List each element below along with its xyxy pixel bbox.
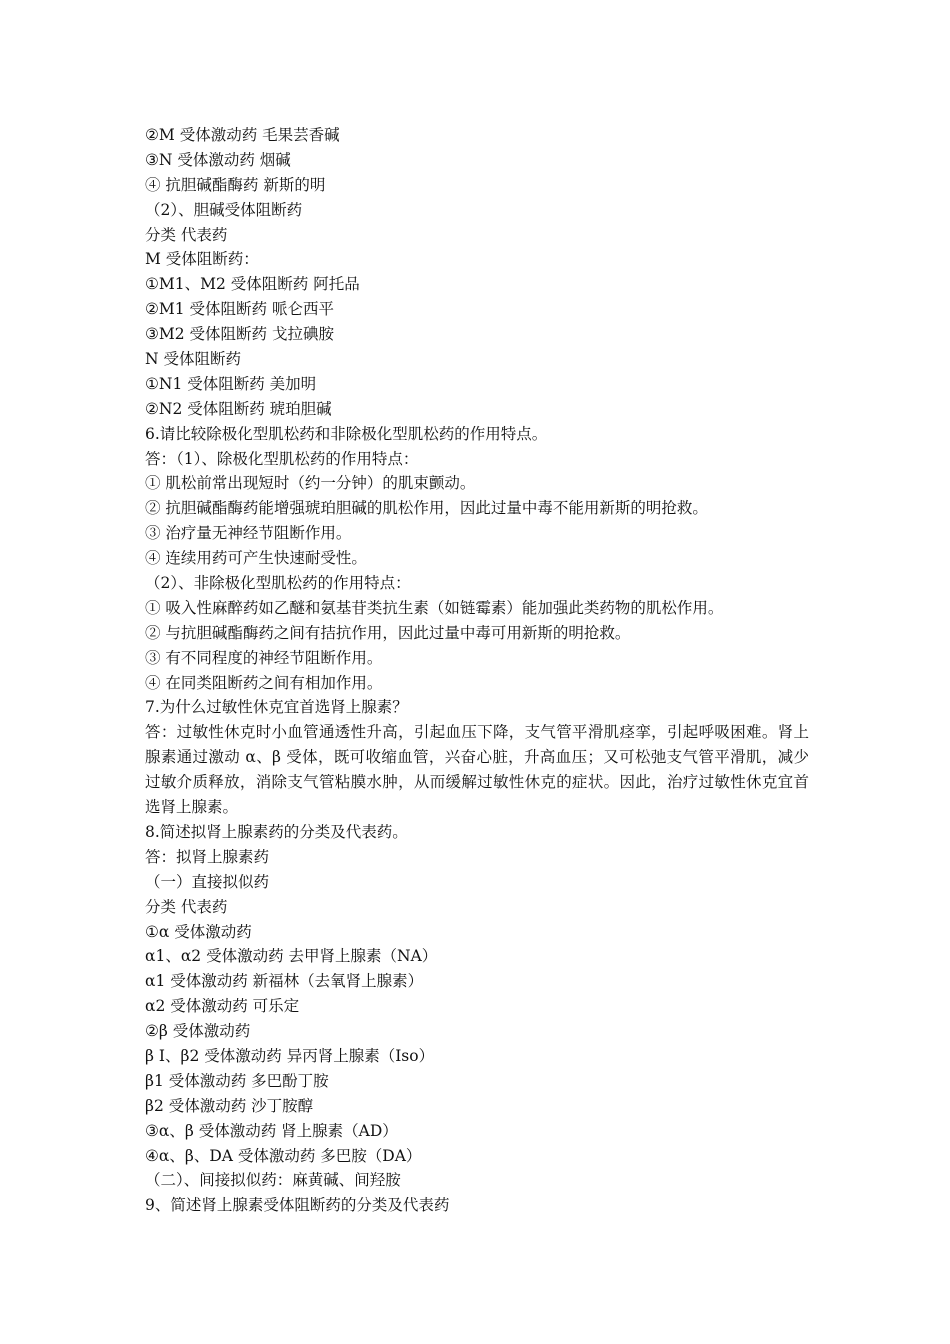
section-heading: （二）、间接拟似药：麻黄碱、间羟胺 <box>145 1171 401 1190</box>
text-line: ①α 受体激动药 <box>145 922 252 941</box>
text-line: β Ⅰ、β2 受体激动药 异丙肾上腺素（Iso） <box>145 1047 435 1066</box>
text-line: ④ 连续用药可产生快速耐受性。 <box>145 549 367 568</box>
text-line: 分类 代表药 <box>145 897 228 916</box>
question-7: 7.为什么过敏性休克宜首选肾上腺素？ <box>145 698 408 717</box>
text-line: ②M1 受体阻断药 哌仑西平 <box>145 300 334 319</box>
text-line: ③ 有不同程度的神经节阻断作用。 <box>145 648 383 667</box>
section-heading: （一）直接拟似药 <box>145 872 270 891</box>
text-line: ③ 治疗量无神经节阻断作用。 <box>145 524 352 543</box>
text-line: ①M1、M2 受体阻断药 阿托品 <box>145 275 360 294</box>
text-block-bottom <box>145 820 809 1218</box>
text-line: α1 受体激动药 新福林（去氧肾上腺素） <box>145 972 424 991</box>
text-line: ④α、β、DA 受体激动药 多巴胺（DA） <box>145 1146 422 1165</box>
text-line: ④ 在同类阻断药之间有相加作用。 <box>145 673 383 692</box>
text-line: β2 受体激动药 沙丁胺醇 <box>145 1096 314 1115</box>
text-line: ③α、β 受体激动药 肾上腺素（AD） <box>145 1121 398 1140</box>
text-line: ③N 受体激动药 烟碱 <box>145 150 291 169</box>
section-heading: （2）、非除极化型肌松药的作用特点： <box>145 574 411 593</box>
text-block-top <box>145 123 809 720</box>
text-line: ②M 受体激动药 毛果芸香碱 <box>145 126 340 144</box>
section-heading: （2）、胆碱受体阻断药 <box>145 200 303 219</box>
text-line: ①N1 受体阻断药 美加明 <box>145 374 317 393</box>
answer-7-paragraph: 答：过敏性休克时小血管通透性升高，引起血压下降，支气管平滑肌痉挛，引起呼吸困难。肾上腺素通过激动 α、β 受体，既可收缩血管，兴奋心脏，升高血压；又可松弛支气管平滑肌，减少过敏介质释放，消除支气管粘膜水肿，从而缓解过敏性休克的症状。因此，治疗过敏性休克宜首选肾上腺素。 <box>145 723 809 817</box>
text-line: ②N2 受体阻断药 琥珀胆碱 <box>145 399 332 418</box>
question-8: 8.简述拟肾上腺素药的分类及代表药。 <box>145 823 408 841</box>
text-line: ③M2 受体阻断药 戈拉碘胺 <box>145 325 334 344</box>
question-6: 6.请比较除极化型肌松药和非除极化型肌松药的作用特点。 <box>145 424 548 443</box>
text-line: 分类 代表药 <box>145 225 228 244</box>
question-9: 9、简述肾上腺素受体阻断药的分类及代表药 <box>145 1196 450 1215</box>
text-line: β1 受体激动药 多巴酚丁胺 <box>145 1071 329 1090</box>
document-page <box>145 123 809 1218</box>
text-line: ① 吸入性麻醉药如乙醚和氨基苷类抗生素（如链霉素）能加强此类药物的肌松作用。 <box>145 598 724 617</box>
text-line: 答：（1）、除极化型肌松药的作用特点： <box>145 449 419 468</box>
text-line: α2 受体激动药 可乐定 <box>145 997 300 1016</box>
text-line: N 受体阻断药 <box>145 350 241 369</box>
text-line: 答：拟肾上腺素药 <box>145 847 270 866</box>
text-line: ① 肌松前常出现短时（约一分钟）的肌束颤动。 <box>145 474 476 493</box>
text-line: α1、α2 受体激动药 去甲肾上腺素（NA） <box>145 947 438 966</box>
text-line: ② 与抗胆碱酯酶药之间有拮抗作用，因此过量中毒可用新斯的明抢救。 <box>145 623 631 642</box>
text-line: M 受体阻断药： <box>145 250 259 269</box>
text-line: ② 抗胆碱酯酶药能增强琥珀胆碱的肌松作用，因此过量中毒不能用新斯的明抢救。 <box>145 499 708 518</box>
text-line: ②β 受体激动药 <box>145 1022 251 1041</box>
text-line: ④ 抗胆碱酯酶药 新斯的明 <box>145 175 326 194</box>
